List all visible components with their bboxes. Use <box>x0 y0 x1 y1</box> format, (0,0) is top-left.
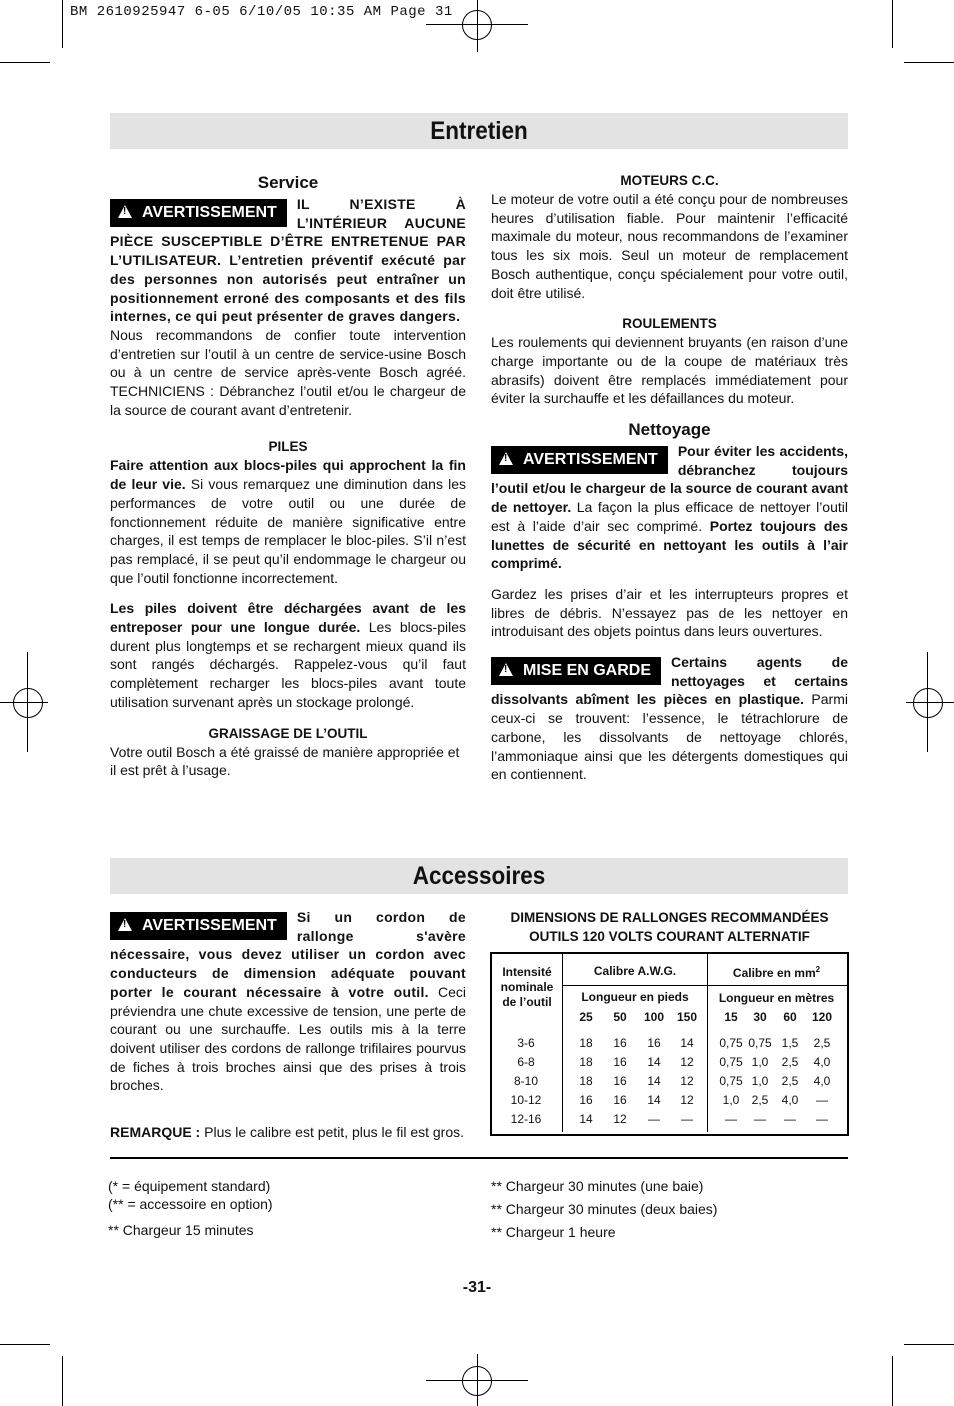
accessoires-title: Accessoires <box>412 862 546 890</box>
footnote-rule <box>110 1157 848 1159</box>
meter-value: 30 <box>753 1010 767 1024</box>
meter-value: 15 <box>724 1010 738 1024</box>
awg-cell: — <box>648 1112 660 1126</box>
entretien-title-band <box>110 113 848 149</box>
feet-header: Longueur en pieds <box>581 990 689 1004</box>
mm-cell: 0,75 <box>719 1055 743 1069</box>
awg-cell: 14 <box>647 1055 661 1069</box>
roulements-heading: ROULEMENTS <box>622 316 717 332</box>
awg-cell: 14 <box>579 1112 593 1126</box>
nettoyage-heading: Nettoyage <box>628 420 711 440</box>
service-heading: Service <box>257 173 319 192</box>
meter-value: 120 <box>811 1010 833 1024</box>
piles-heading: PILES <box>268 439 308 455</box>
mm-cell: 4,0 <box>813 1074 831 1088</box>
warning-triangle-icon: ! <box>499 663 513 676</box>
left-column <box>110 173 466 780</box>
mm-cell: 2,5 <box>781 1074 799 1088</box>
crop-mark <box>904 1344 954 1345</box>
feet-value: 100 <box>643 1010 665 1024</box>
feet-value: 25 <box>579 1010 593 1024</box>
awg-cell: 12 <box>680 1093 694 1107</box>
service-body: Nous recommandons de confier toute intervention d’entretien sur l’outil à un centre de service-usine Bosch ou à un centre de service après-vente Bosch agréé. TECHNICIENS : Débranchez l’outil et/ou le chargeur de la source de courant avant d’entretenir. <box>110 326 466 418</box>
amps-cell: 3-6 <box>517 1036 535 1050</box>
nettoyage-paragraph-2: Gardez les prises d’air et les interrupteurs propres et libres de débris. N’essayez pas de les nettoyer en introduisant des objets pointus dans leurs ouvertures. <box>491 585 848 640</box>
mm-cell: 0,75 <box>719 1036 743 1050</box>
caution-badge: ! MISE EN GARDE <box>491 657 661 685</box>
entretien-title: Entretien <box>430 117 528 145</box>
moteurs-text: Le moteur de votre outil a été conçu pour de nombreuses heures d’utilisation fiable. Pour maintenir l’efficacité maximale du moteur, nous recommandons de l’examiner tous les six mois. Seul un moteur de remplacement Bosch authentique, conçu spécialement pour votre outil, doit être utilisé. <box>491 191 848 301</box>
awg-cell: 16 <box>613 1093 627 1107</box>
mm-cell: 2,5 <box>781 1055 799 1069</box>
footnotes-left: (* = équipement standard) (** = accessoire en option) ** Chargeur 15 minutes <box>108 1178 273 1238</box>
accessoires-left-column <box>110 908 466 1142</box>
awg-cell: 14 <box>680 1036 694 1050</box>
warning-triangle-icon: ! <box>118 205 132 218</box>
amps-cell: 10-12 <box>510 1093 542 1107</box>
accessoires-warning: ! AVERTISSEMENT Si un cordon de rallonge s'avère nécessaire, vous devez utiliser un cordon avec conducteurs de dimension adéquate pouvant porter le courant nécessaire à votre outil. Ceci préviendra une chute excessive de tension, une perte de courant ou une surchauffe. Les outils mis à la terre doivent utiliser des cordons de rallonge trifilaires pourvus de fiches à trois broches ainsi que des prises à trois broches. <box>110 909 466 1094</box>
awg-cell: 14 <box>647 1074 661 1088</box>
graissage-heading: GRAISSAGE DE L’OUTIL <box>208 725 368 741</box>
page-number: -31- <box>462 1279 492 1296</box>
right-column <box>491 171 848 784</box>
nettoyage-warning: ! AVERTISSEMENT Pour éviter les accidents, débranchez toujours l’outil et/ou le chargeur de la source de courant avant de nettoyer. La façon la plus efficace de nettoyer l’outil est à l’aide d’air sec comprimé. Portez toujours des lunettes de sécurité en nettoyant les outils à l’air comprimé. <box>491 443 849 572</box>
awg-cell: 16 <box>579 1093 593 1107</box>
mm-cell: — <box>816 1093 828 1107</box>
warning-badge: ! AVERTISSEMENT <box>491 446 668 474</box>
crop-mark <box>0 1344 50 1345</box>
accessoires-title-band <box>110 858 848 894</box>
awg-cell: 12 <box>680 1055 694 1069</box>
mm-cell: 2,5 <box>813 1036 831 1050</box>
remarque-note: REMARQUE : Plus le calibre est petit, plus le fil est gros. <box>110 1124 465 1141</box>
print-header: BM 2610925947 6-05 6/10/05 10:35 AM Page 31 <box>70 4 453 20</box>
roulements-text: Les roulements qui deviennent bruyants (en raison d’une charge importante ou de la coupe de matériaux très abrasifs) doivent être remplacés immédiatement pour éviter la surchauffe et les défaillances du moteur. <box>491 334 848 407</box>
mm-cell: 1,0 <box>751 1074 769 1088</box>
amps-cell: 12-16 <box>510 1112 542 1126</box>
moteurs-heading: MOTEURS C.C. <box>620 173 719 188</box>
warning-triangle-icon: ! <box>499 452 513 465</box>
crop-mark <box>892 0 893 48</box>
awg-cell: 16 <box>647 1036 661 1050</box>
crop-mark <box>892 1356 893 1406</box>
mm-cell: — <box>754 1112 766 1126</box>
piles-paragraph-2: Les piles doivent être déchargées avant de les entreposer pour une longue durée. Les blocs-piles durent plus longtemps et se rechargent mieux quand ils sont rangés déchargés. Rappelez-vous qu’il faut complètement recharger les blocs-piles avant toute utilisation survenant après un stockage prolongé. <box>110 600 466 710</box>
crop-mark <box>904 62 954 63</box>
meters-header: Longueur en mètres <box>718 991 835 1005</box>
nettoyage-caution: ! MISE EN GARDE Certains agents de nettoyages et certains dissolvants abîment les pièces en plastique. Parmi ceux-ci se trouvent: l’essence, le tétrachlorure de carbone, les dissolvants de nettoyage chlorés, l’ammoniaque ainsi que les détergents domestiques qui en contiennent. <box>491 654 848 783</box>
awg-cell: 16 <box>613 1074 627 1088</box>
crop-mark <box>62 1356 63 1406</box>
awg-cell: — <box>681 1112 693 1126</box>
amps-cell: 8-10 <box>513 1074 539 1088</box>
graissage-text: Votre outil Bosch a été graissé de manière appropriée et il est prêt à l’usage. <box>110 743 460 779</box>
warning-badge: ! AVERTISSEMENT <box>110 912 287 940</box>
piles-paragraph-1: Faire attention aux blocs-piles qui approchent la fin de leur vie. Si vous remarquez une diminution dans les performances de votre outil ou une durée de fonctionnement réduite de manière significative entre charges, il est temps de remplacer le bloc-piles. S’il n’est pas remplacé, il se peut qu’il endommage le chargeur ou que l’outil fonctionne incorrectement. <box>110 457 466 586</box>
mm-cell: 4,0 <box>781 1093 799 1107</box>
amps-header: Intensité nominale de l’outil <box>500 965 554 1009</box>
mm-cell: — <box>816 1112 828 1126</box>
table-title: DIMENSIONS DE RALLONGES RECOMMANDÉES OUTILS 120 VOLTS COURANT ALTERNATIF <box>510 910 829 944</box>
feet-value: 150 <box>676 1010 698 1024</box>
mm-cell: 1,0 <box>722 1093 740 1107</box>
mm-cell: — <box>725 1112 737 1126</box>
mm-cell: 2,5 <box>751 1093 769 1107</box>
service-warning: ! AVERTISSEMENT IL N’EXISTE À L’INTÉRIEUR AUCUNE PIÈCE SUSCEPTIBLE D’ÊTRE ENTRETENUE PAR L’UTILISATEUR. L’entretien préventif exécuté par des personnes non autorisés peut entraîner un positionnement erroné des composants et des fils internes, ce qui peut présenter de graves dangers. <box>110 196 466 325</box>
awg-header: Calibre A.W.G. <box>593 964 677 978</box>
mm-cell: 1,5 <box>781 1036 799 1050</box>
awg-cell: 12 <box>680 1074 694 1088</box>
mm-cell: 0,75 <box>748 1036 772 1050</box>
awg-cell: 18 <box>579 1036 593 1050</box>
awg-cell: 16 <box>613 1036 627 1050</box>
awg-cell: 18 <box>579 1074 593 1088</box>
mm-cell: — <box>784 1112 796 1126</box>
crop-mark <box>0 62 50 63</box>
mm-header: Calibre en $mm^2$ <box>732 965 821 980</box>
warning-triangle-icon: ! <box>118 918 132 931</box>
mm-cell: 4,0 <box>813 1055 831 1069</box>
warning-badge: ! AVERTISSEMENT <box>110 199 287 227</box>
awg-cell: 16 <box>613 1055 627 1069</box>
amps-cell: 6-8 <box>517 1055 535 1069</box>
crop-mark <box>62 0 63 48</box>
awg-cell: 12 <box>613 1112 627 1126</box>
footnotes-right: ** Chargeur 30 minutes (une baie) ** Chargeur 30 minutes (deux baies) ** Chargeur 1 heure <box>491 1178 718 1240</box>
awg-cell: 18 <box>579 1055 593 1069</box>
mm-cell: 1,0 <box>751 1055 769 1069</box>
awg-cell: 14 <box>647 1093 661 1107</box>
meter-value: 60 <box>783 1010 797 1024</box>
mm-cell: 0,75 <box>719 1074 743 1088</box>
feet-value: 50 <box>613 1010 627 1024</box>
